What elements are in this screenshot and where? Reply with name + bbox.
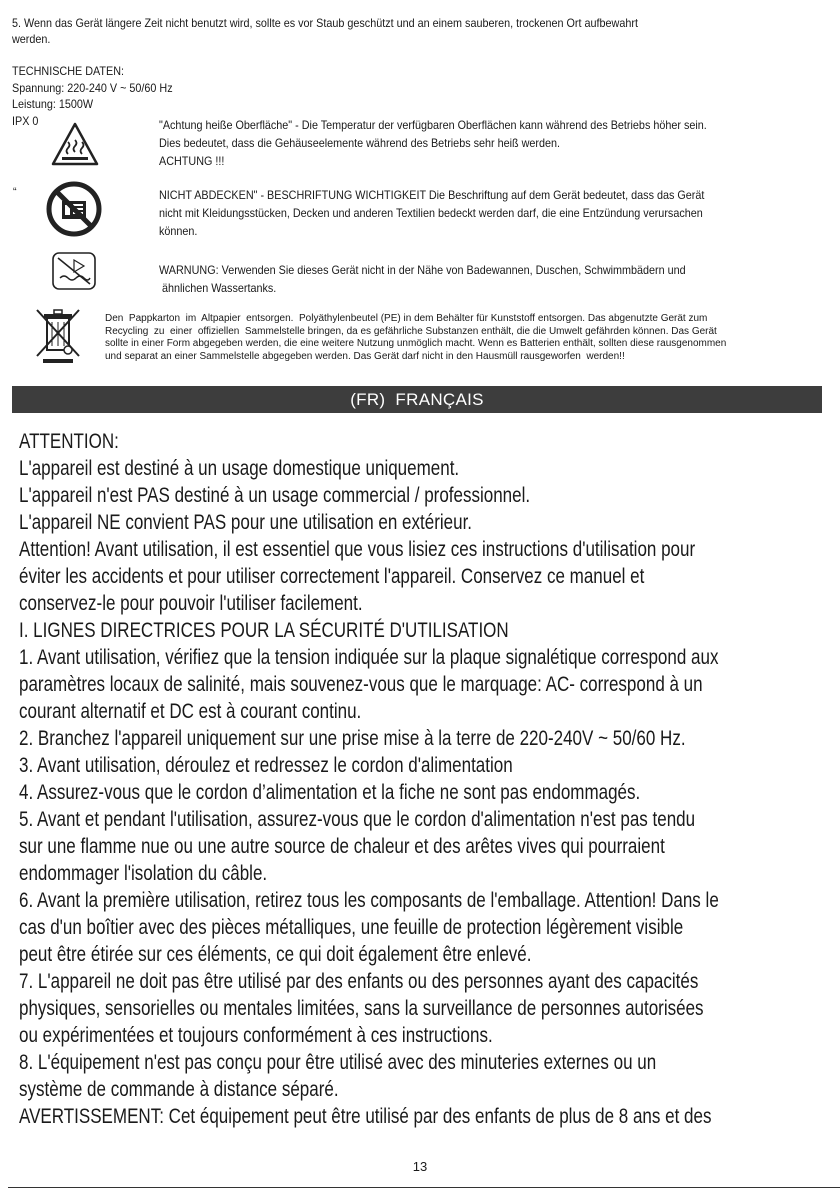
fr-section-heading: I. LIGNES DIRECTRICES POUR LA SÉCURITÉ D'UTILISATION: [19, 619, 509, 642]
hot-surface-icon: [51, 122, 99, 171]
fr-line: physiques, sensorielles ou mentales limitées, sans la surveillance de personnes autorisées: [19, 997, 704, 1020]
tech-power: Leistung: 1500W: [12, 97, 94, 111]
tech-ipx: IPX 0: [12, 113, 39, 128]
fr-line: 3. Avant utilisation, déroulez et redressez le cordon d'alimentation: [19, 754, 513, 777]
fr-line: 5. Avant et pendant l'utilisation, assurez-vous que le cordon d'alimentation n'est pas tendu: [19, 808, 696, 831]
fr-line: L'appareil NE convient PAS pour une utilisation en extérieur.: [19, 511, 473, 534]
fr-line: paramètres locaux de salinité, mais souvenez-vous que le marquage: AC- correspond à un: [19, 673, 703, 696]
water-line-1: WARNUNG: Verwenden Sie dieses Gerät nicht in der Nähe von Badewannen, Duschen, Schwimmbädern und: [159, 263, 686, 277]
fr-line: 6. Avant la première utilisation, retirez tous les composants de l'emballage. Attention! Dans le: [19, 889, 719, 912]
disposal-text: [105, 313, 726, 363]
fr-line: 4. Assurez-vous que le cordon d’alimentation et la fiche ne sont pas endommagés.: [19, 781, 641, 804]
hot-surface-line-2: Dies bedeutet, dass die Gehäuseelemente während des Betriebs sehr heiß werden.: [159, 136, 561, 150]
fr-line: 8. L'équipement n'est pas conçu pour être utilisé avec des minuteries externes ou un: [19, 1051, 657, 1074]
do-not-cover-line-1: NICHT ABDECKEN" - BESCHRIFTUNG WICHTIGKEIT Die Beschriftung auf dem Gerät bedeutet, dass das Gerät: [159, 188, 705, 202]
fr-line: endommager l'isolation du câble.: [19, 862, 268, 885]
fr-line: 2. Branchez l'appareil uniquement sur une prise mise à la terre de 220-240V ~ 50/60 Hz.: [19, 727, 686, 750]
hot-surface-line-1: "Achtung heiße Oberfläche" - Die Temperatur der verfügbaren Oberflächen kann während des Betriebs höher sein.: [159, 118, 707, 132]
hot-surface-line-3: ACHTUNG !!!: [159, 154, 225, 168]
disposal-line-4: und separat an einer Sammelstelle abgegeben werden. Das Gerät darf nicht in den Hausmüll rausgeworfen werden!!: [105, 350, 625, 362]
fr-line: courant alternatif et DC est à courant continu.: [19, 700, 362, 723]
fr-line: 7. L'appareil ne doit pas être utilisé par des enfants ou des personnes ayant des capacités: [19, 970, 699, 993]
fr-line: ATTENTION:: [19, 430, 119, 453]
tech-heading: TECHNISCHE DATEN:: [12, 64, 125, 78]
disposal-line-3: sollte in einer Form abgegeben werden, die eine weitere Nutzung unmöglich macht. Wenn es Batterien enthält, sollten diese rausgenommen: [105, 338, 727, 349]
fr-line: L'appareil n'est PAS destiné à un usage commercial / professionnel.: [19, 484, 531, 507]
fr-line: cas d'un boîtier avec des pièces métalliques, une feuille de protection légèrement visible: [19, 916, 684, 939]
french-body: [19, 428, 829, 1130]
fr-line: 1. Avant utilisation, vérifiez que la tension indiquée sur la plaque signalétique correspond aux: [19, 646, 719, 669]
section-banner: (FR) FRANÇAIS: [12, 386, 822, 413]
crossed-bin-icon: [33, 306, 83, 369]
do-not-cover-line-3: können.: [159, 224, 198, 238]
disposal-line-1: Den Pappkarton im Altpapier entsorgen. Polyäthylenbeutel (PE) in dem Behälter für Kunststoff entsorgen. Das abgenutzte Gerät zum: [105, 313, 708, 324]
footer-rule: [8, 1187, 840, 1188]
stray-quote: “: [13, 185, 17, 199]
do-not-cover-icon: [46, 181, 102, 242]
fr-line: AVERTISSEMENT: Cet équipement peut être utilisé par des enfants de plus de 8 ans et des: [19, 1105, 712, 1128]
do-not-cover-warning: [159, 186, 704, 240]
fr-line: ou expérimentées et toujours conformément à ces instructions.: [19, 1024, 493, 1047]
fr-line: L'appareil est destiné à un usage domestique uniquement.: [19, 457, 460, 480]
fr-line: sur une flamme nue ou une autre source de chaleur et des arêtes vives qui pourraient: [19, 835, 665, 858]
fr-line: conservez-le pour pouvoir l'utiliser facilement.: [19, 592, 363, 615]
top-note-line-2: werden.: [12, 32, 51, 46]
fr-line: système de commande à distance séparé.: [19, 1078, 339, 1101]
top-note: [12, 15, 638, 47]
technical-data: [12, 63, 173, 129]
page-number: 13: [412, 1159, 428, 1174]
do-not-cover-line-2: nicht mit Kleidungsstücken, Decken und anderen Textilien bedeckt werden darf, die eine Entzündung verursachen: [159, 206, 703, 220]
hot-surface-warning: [159, 116, 707, 170]
tech-voltage: Spannung: 220-240 V ~ 50/60 Hz: [12, 80, 173, 95]
fr-line: Attention! Avant utilisation, il est essentiel que vous lisiez ces instructions d'utilisation pour: [19, 538, 696, 561]
top-note-line-1: 5. Wenn das Gerät längere Zeit nicht benutzt wird, sollte es vor Staub geschützt und an einem sauberen, trockenen Ort aufbewahrt: [12, 16, 638, 30]
water-line-2: ähnlichen Wassertanks.: [159, 281, 277, 295]
disposal-line-2: Recycling zu einer offiziellen Sammelstelle bringen, da es gefährliche Substanzen enthält, die die Umwelt gefährden können. Das Gerät: [105, 325, 717, 337]
fr-line: peut être étirée sur ces éléments, ce qui doit également être enlevé.: [19, 943, 532, 966]
water-warning: [159, 261, 686, 297]
fr-line: éviter les accidents et pour utiliser correctement l'appareil. Conservez ce manuel et: [19, 565, 645, 588]
no-water-icon: [52, 252, 96, 295]
